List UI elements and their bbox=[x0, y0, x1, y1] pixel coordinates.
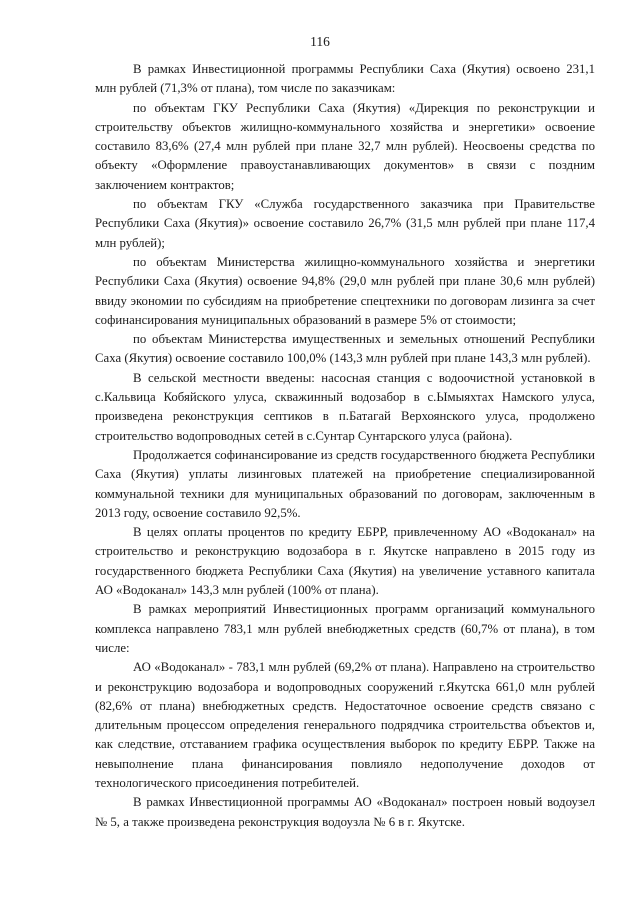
paragraph: по объектам ГКУ Республики Саха (Якутия) «Дирекция по реконструкции и строительству объектов жилищно-коммунального хозяйства и энергетики» освоение составило 83,6% (27,4 млн рублей при плане 32,7 млн рублей). Неосвоены средства по объекту «Оформление правоустанавливающих документов» в связи с поздним заключением контрактов; bbox=[95, 100, 595, 192]
document-body bbox=[95, 60, 595, 832]
paragraph: Продолжается софинансирование из средств государственного бюджета Республики Саха (Якутия) уплаты лизинговых платежей на приобретение специализированной коммунальной техники для муниципальных образований по договорам, заключенным в 2013 году, освоение составило 92,5%. bbox=[95, 447, 595, 520]
paragraph: В рамках Инвестиционной программы АО «Водоканал» построен новый водоузел № 5, а также произведена реконструкция водоузла № 6 в г. Якутске. bbox=[95, 795, 595, 829]
paragraph: В сельской местности введены: насосная станция с водоочистной установкой в с.Кальвица Кобяйского улуса, скважинный водозабор в с.Ымыяхтах Намского улуса, произведена реконструкция септиков в п.Батагай Верхоянского улуса, продолжено строительство водопроводных сетей в с.Сунтар Сунтарского улуса (района). bbox=[95, 370, 595, 443]
page-number: 116 bbox=[310, 34, 330, 49]
paragraph: по объектам ГКУ «Служба государственного заказчика при Правительстве Республики Саха (Якутия)» освоение составило 26,7% (31,5 млн рублей при плане 117,4 млн рублей); bbox=[95, 197, 595, 250]
paragraph: В рамках Инвестиционной программы Республики Саха (Якутия) освоено 231,1 млн рублей (71,3% от плана), том числе по заказчикам: bbox=[95, 62, 595, 96]
paragraph: АО «Водоканал» - 783,1 млн рублей (69,2% от плана). Направлено на строительство и реконструкцию водозабора и водопроводных сооружений г.Якутска 661,0 млн рублей (82,6% от плана) внебюджетных средств. Недостаточное освоение средств связано с длительным процессом определения генерального подрядчика строительства объектов и, как следствие, отставанием графика осуществления выборок по кредиту ЕБРР. Также на невыполнение плана финансирования повлияло недополучение доходов от технологического присоединения потребителей. bbox=[95, 660, 595, 790]
paragraph: В рамках мероприятий Инвестиционных программ организаций коммунального комплекса направлено 783,1 млн рублей внебюджетных средств (60,7% от плана), в том числе: bbox=[95, 602, 595, 655]
paragraph: по объектам Министерства имущественных и земельных отношений Республики Саха (Якутия) освоение составило 100,0% (143,3 млн рублей при плане 143,3 млн рублей). bbox=[95, 332, 595, 366]
paragraph: по объектам Министерства жилищно-коммунального хозяйства и энергетики Республики Саха (Якутия) освоение 94,8% (29,0 млн рублей при плане 30,6 млн рублей) ввиду экономии по субсидиям на приобретение спецтехники по договорам лизинга за счет софинансирования муниципальных образований в размере 5% от стоимости; bbox=[95, 254, 595, 327]
paragraph: В целях оплаты процентов по кредиту ЕБРР, привлеченному АО «Водоканал» на строительство и реконструкцию водозабора в г. Якутске направлено в 2015 году из государственного бюджета Республики Саха (Якутия) на увеличение уставного капитала АО «Водоканал» 143,3 млн рублей (100% от плана). bbox=[95, 525, 595, 598]
